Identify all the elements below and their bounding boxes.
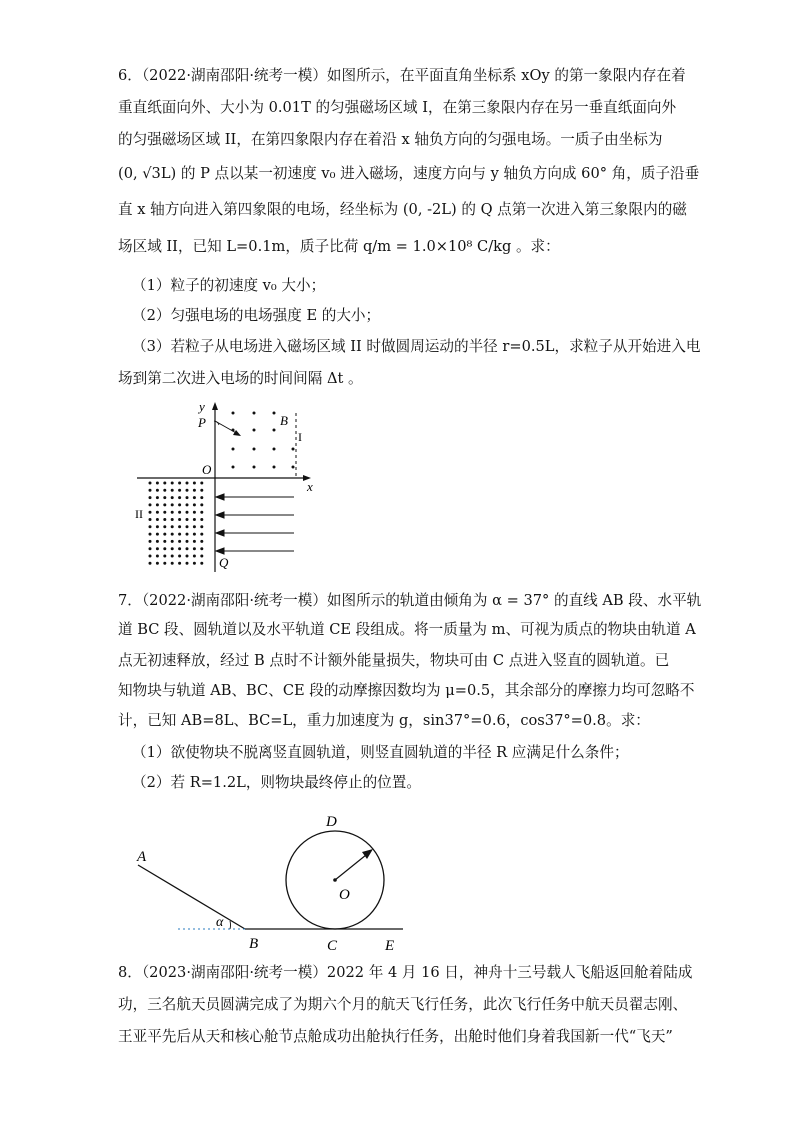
q6-sub-4: 场到第二次进入电场的时间间隔 Δt 。 — [118, 370, 363, 387]
q8-line-3: 王亚平先后从天和核心舱节点舱成功出舱执行任务，出舱时他们身着我国新一代“飞天” — [118, 1028, 673, 1045]
q8-line-2: 功，三名航天员圆满完成了为期六个月的航天飞行任务，此次飞行任务中航天员翟志刚、 — [118, 996, 688, 1013]
q6-sub-1: （1）粒子的初速度 v₀ 大小； — [132, 277, 326, 294]
q7-line-5: 计，已知 AB=8L、BC=L，重力加速度为 g，sin37°=0.6，cos37°=0.8。求： — [118, 712, 650, 729]
label-region-ii: II — [135, 507, 143, 521]
q6-line-3: 的匀强磁场区域 II，在第四象限内存在着沿 x 轴负方向的匀强电场。一质子由坐标为 — [118, 131, 663, 148]
label-d: D — [326, 814, 337, 830]
label-b: B — [249, 936, 259, 952]
label-alpha: α — [216, 915, 224, 930]
label-y: y — [199, 399, 205, 414]
q6-line-4: (0, √3L) 的 P 点以某一初速度 v₀ 进入磁场，速度方向与 y 轴负方向成 60° 角，质子沿垂 — [118, 165, 700, 182]
incline-ab — [138, 865, 245, 929]
q6-line-5: 直 x 轴方向进入第四象限的电场，经坐标为 (0, -2L) 的 Q 点第一次进入第三象限内的磁 — [118, 201, 687, 218]
label-q: Q — [219, 555, 229, 570]
q7-line-3: 点无初速释放，经过 B 点时不计额外能量损失，物块可由 C 点进入竖直的圆轨道。已 — [118, 652, 670, 669]
radius-line — [335, 855, 366, 880]
label-e: E — [385, 938, 395, 954]
label-o: O — [202, 462, 212, 477]
q6-sub-2: （2）匀强电场的电场强度 E 的大小； — [132, 307, 381, 324]
label-x: x — [307, 479, 313, 494]
q7-sub-2: （2）若 R=1.2L，则物块最终停止的位置。 — [132, 774, 421, 791]
label-a: A — [137, 849, 147, 865]
q6-sub-3: （3）若粒子从电场进入磁场区域 II 时做圆周运动的半径 r=0.5L，求粒子从开始进入电 — [132, 338, 701, 355]
label-p: P — [198, 415, 206, 430]
q6-line-1: 6．（2022·湖南邵阳·统考一模）如图所示，在平面直角坐标系 xOy 的第一象限内存在着 — [118, 67, 686, 84]
label-region-i: I — [298, 430, 302, 444]
q7-sub-1: （1）欲使物块不脱离竖直圆轨道，则竖直圆轨道的半径 R 应满足什么条件； — [132, 744, 629, 761]
q8-line-1: 8．（2023·湖南邵阳·统考一模）2022 年 4 月 16 日，神舟十三号载人飞船返回舱着陆成 — [118, 964, 693, 981]
q7-line-4: 知物块与轨道 AB、BC、CE 段的动摩擦因数均为 μ=0.5，其余部分的摩擦力均可忽略不 — [118, 682, 695, 699]
q7-line-1: 7．（2022·湖南邵阳·统考一模）如图所示的轨道由倾角为 α = 37° 的直线 AB 段、水平轨 — [118, 592, 702, 609]
q7-line-2: 道 BC 段、圆轨道以及水平轨道 CE 段组成。将一质量为 m、可视为质点的物块由轨道 A — [118, 621, 696, 638]
label-o: O — [339, 887, 350, 903]
alpha-arc — [230, 921, 231, 929]
label-c: C — [327, 938, 338, 954]
q6-line-2: 重直纸面向外、大小为 0.01T 的匀强磁场区域 I，在第三象限内存在另一垂直纸面向外 — [118, 99, 677, 116]
q6-line-6: 场区域 II，已知 L=0.1m，质子比荷 q/m = 1.0×10⁸ C/kg 。求： — [118, 238, 560, 255]
label-b: B — [280, 413, 288, 428]
